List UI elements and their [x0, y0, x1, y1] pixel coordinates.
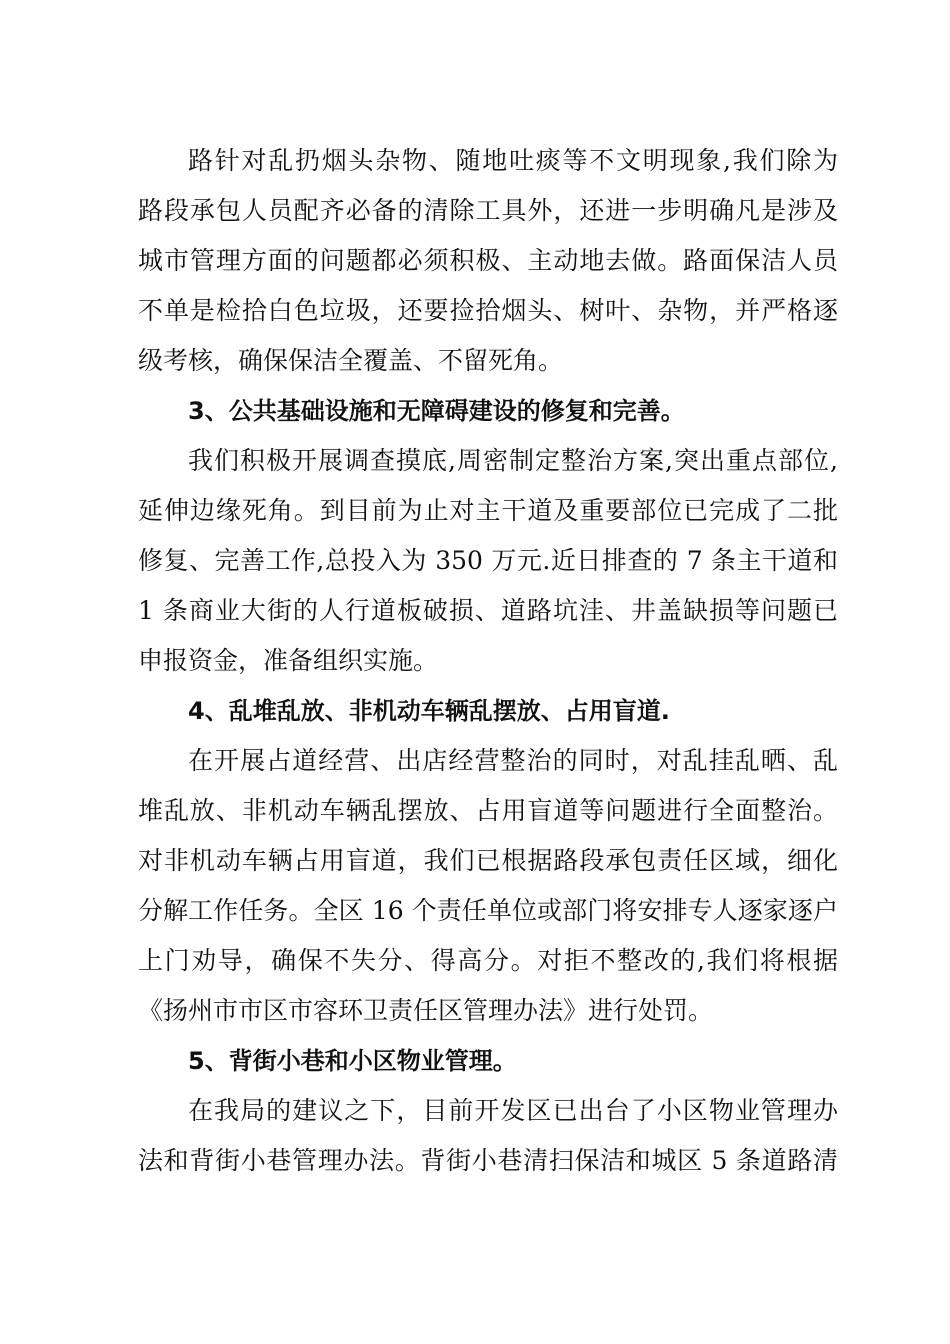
paragraph-line: 不单是检拾白色垃圾，还要捡拾烟头、树叶、杂物，并严格逐	[138, 296, 838, 325]
paragraph-line: 申报资金，准备组织实施。	[138, 646, 439, 675]
paragraph-line: 路针对乱扔烟头杂物、随地吐痰等不文明现象,我们除为	[188, 146, 838, 175]
paragraph-line: 修复、完善工作,总投入为 350 万元.近日排查的 7 条主干道和	[138, 546, 838, 575]
paragraph-line: 路段承包人员配齐必备的清除工具外，还进一步明确凡是涉及	[138, 196, 838, 225]
paragraph-line: 堆乱放、非机动车辆乱摆放、占用盲道等问题进行全面整治。	[138, 796, 838, 825]
paragraph-line: 对非机动车辆占用盲道，我们已根据路段承包责任区域，细化	[138, 846, 838, 875]
section-heading-4: 4、乱堆乱放、非机动车辆乱摆放、占用盲道.	[188, 697, 670, 725]
paragraph-line: 《扬州市市区市容环卫责任区管理办法》进行处罚。	[138, 996, 714, 1025]
paragraph-line: 在开展占道经营、出店经营整治的同时，对乱挂乱晒、乱	[188, 746, 838, 775]
paragraph-line: 我们积极开展调查摸底,周密制定整治方案,突出重点部位,	[188, 446, 838, 475]
paragraph-line: 分解工作任务。全区 16 个责任单位或部门将安排专人逐家逐户	[138, 896, 838, 925]
section-heading-3: 3、公共基础设施和无障碍建设的修复和完善。	[188, 397, 685, 425]
paragraph-line: 在我局的建议之下，目前开发区已出台了小区物业管理办	[188, 1096, 838, 1125]
section-heading-5: 5、背街小巷和小区物业管理。	[188, 1047, 517, 1075]
paragraph-line: 法和背街小巷管理办法。背街小巷清扫保洁和城区 5 条道路清	[138, 1146, 838, 1175]
paragraph-line: 1 条商业大街的人行道板破损、道路坑洼、井盖缺损等问题已	[138, 596, 838, 625]
paragraph-line: 上门劝导，确保不失分、得高分。对拒不整改的,我们将根据	[138, 946, 838, 975]
paragraph-line: 延伸边缘死角。到目前为止对主干道及重要部位已完成了二批	[138, 496, 838, 525]
paragraph-line: 级考核，确保保洁全覆盖、不留死角。	[138, 346, 564, 375]
paragraph-line: 城市管理方面的问题都必须积极、主动地去做。路面保洁人员	[138, 246, 838, 275]
